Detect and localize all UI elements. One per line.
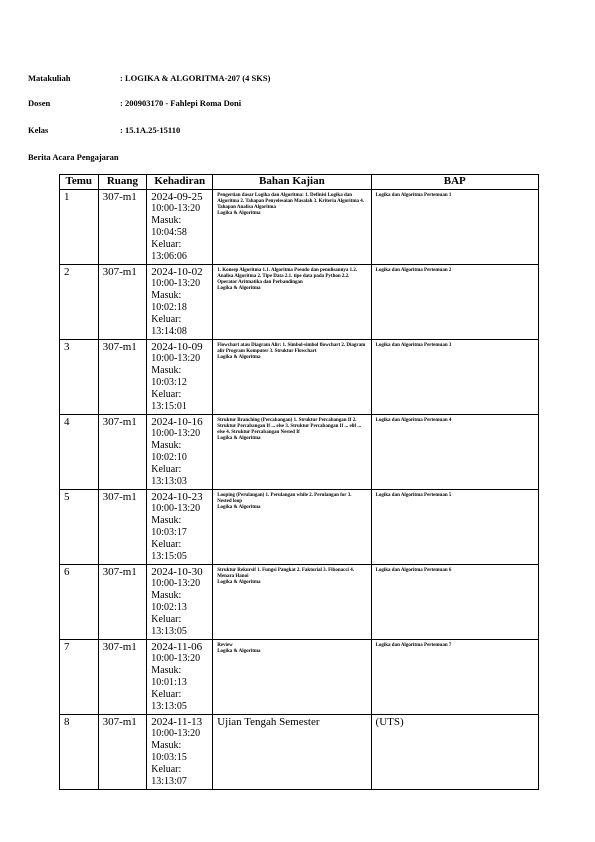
masuk-label: Masuk: [151,740,182,751]
tanggal: 2024-10-09 [151,341,203,353]
cell-bap: Logika dan Algoritma Pertemuan 4 [371,415,538,490]
jam: 10:00-13:20 [151,578,201,589]
jam: 10:00-13:20 [151,503,201,514]
jam: 10:00-13:20 [151,353,201,364]
kajian-text: Struktur Branching (Percabangan) 1. Struktur Percabangan If 2. Struktur Percabangan If ... else 3. Struktur Percabangan If ... elif ... else 4. Struktur Percabangan Nested If [217,418,362,435]
kajian-text: Looping (Perulangan) 1. Perulangan while 2. Perulangan for 3. Nested loop [217,493,352,504]
cell-kehadiran [147,415,213,490]
cell-bap: Logika dan Algoritma Pertemuan 2 [371,265,538,340]
keluar-label: Keluar: [151,464,182,475]
masuk-time: 10:02:10 [151,452,187,463]
kajian-text: 1. Konsep Algoritma 1.1. Algoritma Pseudo dan penulisannya 1.2. Analisa Algoritma 2. Tipe Data 2.1. tipe data pada Python 2.2. Operator Aritmatika dan Perbandingan [217,268,358,285]
keluar-label: Keluar: [151,239,182,250]
header-bahan-kajian: Bahan Kajian [213,175,371,190]
cell-bap: (UTS) [371,715,538,790]
masuk-label: Masuk: [151,365,182,376]
keluar-time: 13:06:06 [151,251,187,262]
cell-kehadiran [147,715,213,790]
masuk-label: Masuk: [151,590,182,601]
section-title: Berita Acara Pengajaran [28,152,119,162]
cell-ruang: 307-m1 [98,565,147,640]
cell-ruang: 307-m1 [98,190,147,265]
masuk-label: Masuk: [151,515,182,526]
keluar-time: 13:15:05 [151,551,187,562]
masuk-time: 10:02:18 [151,302,187,313]
tanggal: 2024-11-06 [151,641,203,653]
dosen-label: Dosen [28,98,51,108]
cell-bahan-kajian [213,490,371,565]
attendance-table [59,174,539,790]
cell-temu: 6 [60,565,99,640]
kajian-text: Flowchart atau Diagram Alir: 1. Simbol-simbol flowchart 2. Diagram alir Program Komputer 3. Struktur Flowchart [217,343,366,354]
cell-ruang: 307-m1 [98,265,147,340]
keluar-label: Keluar: [151,389,182,400]
cell-ruang: 307-m1 [98,490,147,565]
jam: 10:00-13:20 [151,278,201,289]
kajian-text: Review [217,643,233,648]
cell-kehadiran [147,190,213,265]
cell-bahan-kajian [213,715,371,790]
tanggal: 2024-11-13 [151,716,203,728]
cell-bahan-kajian [213,190,371,265]
cell-kehadiran [147,640,213,715]
keluar-label: Keluar: [151,614,182,625]
cell-temu: 8 [60,715,99,790]
table-row [60,565,539,640]
kajian-sub: Logika & Algoritma [217,436,261,441]
table-row [60,190,539,265]
masuk-label: Masuk: [151,290,182,301]
cell-ruang: 307-m1 [98,640,147,715]
masuk-time: 10:01:13 [151,677,187,688]
cell-bahan-kajian [213,265,371,340]
kajian-text: Ujian Tengah Semester [217,716,320,728]
kajian-text: Pengertian dasar Logika dan Algoritma: 1. Definisi Logika dan Algoritma 2. Tahapan Penyelesaian Masalah 3. Kriteria Algoritma 4. Tahapan Analisa Algoritma [217,193,365,210]
cell-bahan-kajian [213,640,371,715]
masuk-label: Masuk: [151,665,182,676]
cell-bap: Logika dan Algoritma Pertemuan 1 [371,190,538,265]
masuk-time: 10:04:58 [151,227,187,238]
cell-bap: Logika dan Algoritma Pertemuan 7 [371,640,538,715]
cell-kehadiran [147,565,213,640]
kajian-sub: Logika & Algoritma [217,211,261,216]
cell-temu: 5 [60,490,99,565]
keluar-time: 13:13:05 [151,626,187,637]
tanggal: 2024-10-23 [151,491,203,503]
cell-ruang: 307-m1 [98,415,147,490]
keluar-label: Keluar: [151,764,182,775]
tanggal: 2024-10-02 [151,266,203,278]
jam: 10:00-13:20 [151,428,201,439]
table-row [60,415,539,490]
keluar-label: Keluar: [151,689,182,700]
masuk-time: 10:03:15 [151,752,187,763]
jam: 10:00-13:20 [151,728,201,739]
jam: 10:00-13:20 [151,653,201,664]
cell-bap: Logika dan Algoritma Pertemuan 5 [371,490,538,565]
kajian-sub: Logika & Algoritma [217,505,261,510]
cell-ruang: 307-m1 [98,340,147,415]
cell-temu: 7 [60,640,99,715]
table-header-row [60,175,539,190]
cell-kehadiran [147,265,213,340]
cell-temu: 1 [60,190,99,265]
header-bap: BAP [371,175,538,190]
cell-temu: 4 [60,415,99,490]
kelas-value: : 15.1A.25-15110 [120,125,181,135]
kajian-text: Struktur Rekursif 1. Fungsi Pangkat 2. Faktorial 3. Fibonacci 4. Menara Hanoi [217,568,354,579]
table-row [60,340,539,415]
table-row [60,715,539,790]
keluar-time: 13:15:01 [151,401,187,412]
header-ruang: Ruang [98,175,147,190]
masuk-label: Masuk: [151,215,182,226]
table-row [60,490,539,565]
table-row [60,640,539,715]
cell-ruang: 307-m1 [98,715,147,790]
table-row [60,265,539,340]
cell-bahan-kajian [213,340,371,415]
tanggal: 2024-09-25 [151,191,203,203]
cell-bap: Logika dan Algoritma Pertemuan 6 [371,565,538,640]
keluar-time: 13:13:05 [151,701,187,712]
masuk-time: 10:03:12 [151,377,187,388]
header-kehadiran: Kehadiran [147,175,213,190]
keluar-label: Keluar: [151,539,182,550]
keluar-label: Keluar: [151,314,182,325]
kajian-sub: Logika & Algoritma [217,355,261,360]
cell-bahan-kajian [213,565,371,640]
matakuliah-label: Matakuliah [28,73,71,83]
cell-kehadiran [147,340,213,415]
cell-kehadiran [147,490,213,565]
kajian-sub: Logika & Algoritma [217,286,261,291]
jam: 10:00-13:20 [151,203,201,214]
tanggal: 2024-10-30 [151,566,203,578]
masuk-time: 10:03:17 [151,527,187,538]
cell-bahan-kajian [213,415,371,490]
masuk-label: Masuk: [151,440,182,451]
kelas-label: Kelas [28,125,49,135]
cell-temu: 2 [60,265,99,340]
dosen-value: : 200903170 - Fahlepi Roma Doni [120,98,242,108]
kajian-sub: Logika & Algoritma [217,580,261,585]
cell-temu: 3 [60,340,99,415]
keluar-time: 13:14:08 [151,326,187,337]
matakuliah-value: : LOGIKA & ALGORITMA-207 (4 SKS) [120,73,271,83]
keluar-time: 13:13:07 [151,776,187,787]
tanggal: 2024-10-16 [151,416,203,428]
masuk-time: 10:02:13 [151,602,187,613]
header-temu: Temu [60,175,99,190]
keluar-time: 13:13:03 [151,476,187,487]
cell-bap: Logika dan Algoritma Pertemuan 3 [371,340,538,415]
kajian-sub: Logika & Algoritma [217,649,261,654]
